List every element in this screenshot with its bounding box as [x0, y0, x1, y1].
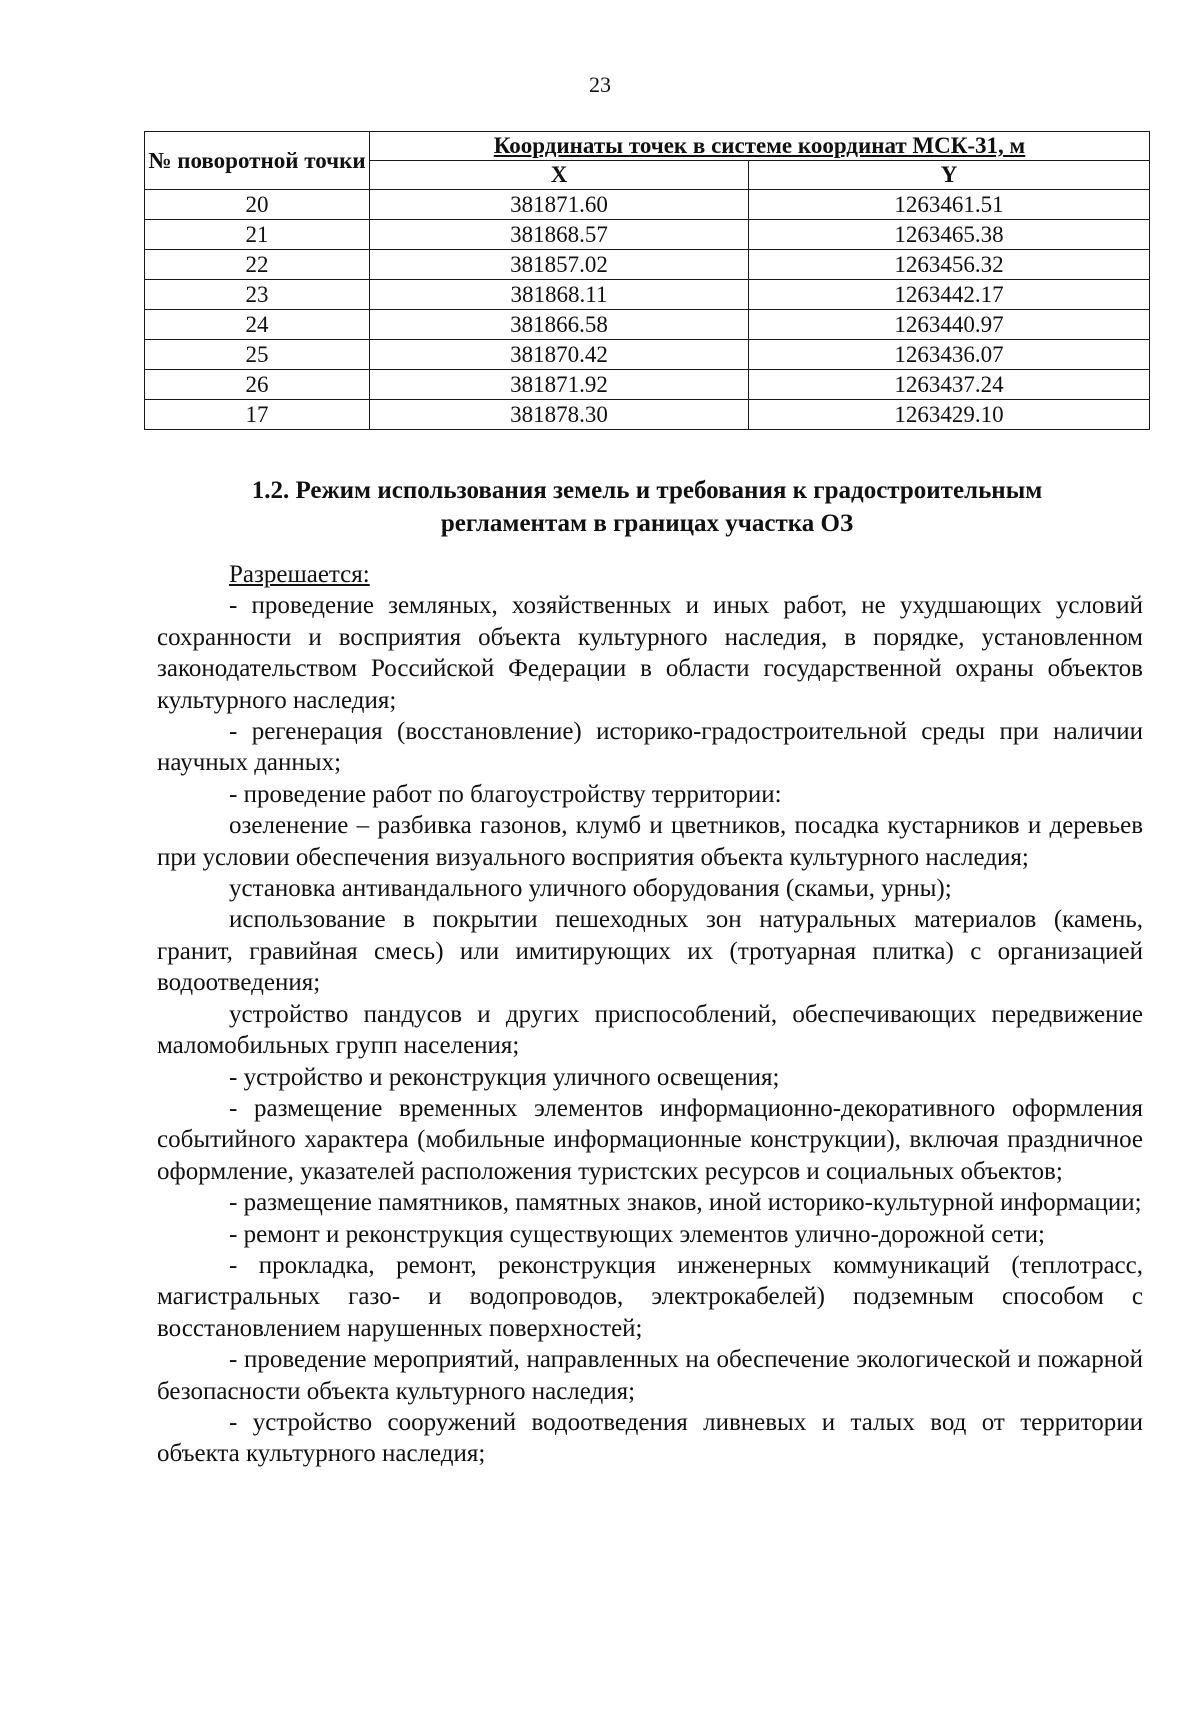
- paragraph: - проведение мероприятий, направленных на обеспечение экологической и пожарной безопасности объекта культурного наследия;: [157, 1346, 1143, 1405]
- allowed-label: Разрешается:: [229, 561, 370, 588]
- page-number: 23: [589, 72, 611, 97]
- table-row: [145, 190, 1150, 220]
- paragraph: - устройство сооружений водоотведения ливневых и талых вод от территории объекта культурного наследия;: [157, 1408, 1143, 1468]
- y-cell: 1263465.38: [749, 220, 1150, 250]
- point-cell: 24: [145, 310, 370, 340]
- x-cell: 381878.30: [370, 400, 749, 430]
- paragraph-list: [157, 590, 1143, 1469]
- section-title-line-1: 1.2. Режим использования земель и требования к градостроительным: [251, 477, 1043, 504]
- y-cell: 1263429.10: [749, 400, 1150, 430]
- paragraph: - проведение работ по благоустройству территории:: [229, 780, 782, 808]
- x-cell: 381871.60: [370, 190, 749, 220]
- paragraph: установка антивандального уличного оборудования (скамьи, урны);: [229, 875, 952, 903]
- point-cell: 17: [145, 400, 370, 430]
- x-column-header: X: [370, 161, 749, 190]
- point-number-header: № поворотной точки: [145, 132, 370, 190]
- paragraph: устройство пандусов и других приспособлений, обеспечивающих передвижение маломобильных групп населения;: [157, 1000, 1143, 1060]
- point-cell: 20: [145, 190, 370, 220]
- point-cell: 21: [145, 220, 370, 250]
- x-cell: 381866.58: [370, 310, 749, 340]
- paragraph: - проведение земляных, хозяйственных и иных работ, не ухудшающих условий сохранности и восприятия объекта культурного наследия, в порядке, установленном законодательством Российской Федерации в области государственной охраны объектов культурного наследия;: [157, 592, 1143, 714]
- x-cell: 381870.42: [370, 340, 749, 370]
- paragraph: - размещение временных элементов информационно-декоративного оформления событийного характера (мобильные информационные конструкции), включая праздничное оформление, указателей расположения туристских ресурсов и социальных объектов;: [157, 1094, 1143, 1185]
- coordinates-table-body: [145, 190, 1150, 430]
- y-cell: 1263437.24: [749, 370, 1150, 400]
- paragraph: использование в покрытии пешеходных зон натуральных материалов (камень, гранит, гравийная смесь) или имитирующих их (тротуарная плитка) с организацией водоотведения;: [157, 906, 1143, 997]
- body-text: [157, 559, 1143, 1470]
- paragraph: озеленение – разбивка газонов, клумб и цветников, посадка кустарников и деревьев при условии обеспечения визуального восприятия объекта культурного наследия;: [157, 812, 1143, 871]
- section-title-line-2: регламентам в границах участка ОЗ: [440, 510, 854, 537]
- table-row: [145, 250, 1150, 280]
- table-row: [145, 340, 1150, 370]
- y-cell: 1263461.51: [749, 190, 1150, 220]
- paragraph: - размещение памятников, памятных знаков, иной историко-культурной информации;: [229, 1189, 1142, 1217]
- table-row: [145, 400, 1150, 430]
- coordinates-table: [144, 131, 1150, 430]
- paragraph: - устройство и реконструкция уличного освещения;: [229, 1063, 780, 1091]
- y-cell: 1263442.17: [749, 280, 1150, 310]
- y-cell: 1263456.32: [749, 250, 1150, 280]
- paragraph: - ремонт и реконструкция существующих элементов улично-дорожной сети;: [229, 1220, 1045, 1248]
- section-title: [144, 474, 1150, 540]
- coordinates-header-text: Координаты точек в системе координат МСК-31, м: [493, 133, 1026, 158]
- paragraph: - регенерация (восстановление) историко-градостроительной среды при наличии научных данных;: [157, 718, 1143, 777]
- point-cell: 23: [145, 280, 370, 310]
- table-row: [145, 310, 1150, 340]
- point-cell: 26: [145, 370, 370, 400]
- x-cell: 381868.57: [370, 220, 749, 250]
- x-cell: 381871.92: [370, 370, 749, 400]
- y-column-header: Y: [749, 161, 1150, 190]
- point-cell: 25: [145, 340, 370, 370]
- x-cell: 381857.02: [370, 250, 749, 280]
- coordinates-header: [370, 132, 1150, 161]
- y-cell: 1263440.97: [749, 310, 1150, 340]
- table-row: [145, 280, 1150, 310]
- point-cell: 22: [145, 250, 370, 280]
- table-row: [145, 370, 1150, 400]
- paragraph: - прокладка, ремонт, реконструкция инженерных коммуникаций (теплотрасс, магистральных газо- и водопроводов, электрокабелей) подземным способом с восстановлением нарушенных поверхностей;: [157, 1251, 1143, 1342]
- x-cell: 381868.11: [370, 280, 749, 310]
- table-row: [145, 220, 1150, 250]
- y-cell: 1263436.07: [749, 340, 1150, 370]
